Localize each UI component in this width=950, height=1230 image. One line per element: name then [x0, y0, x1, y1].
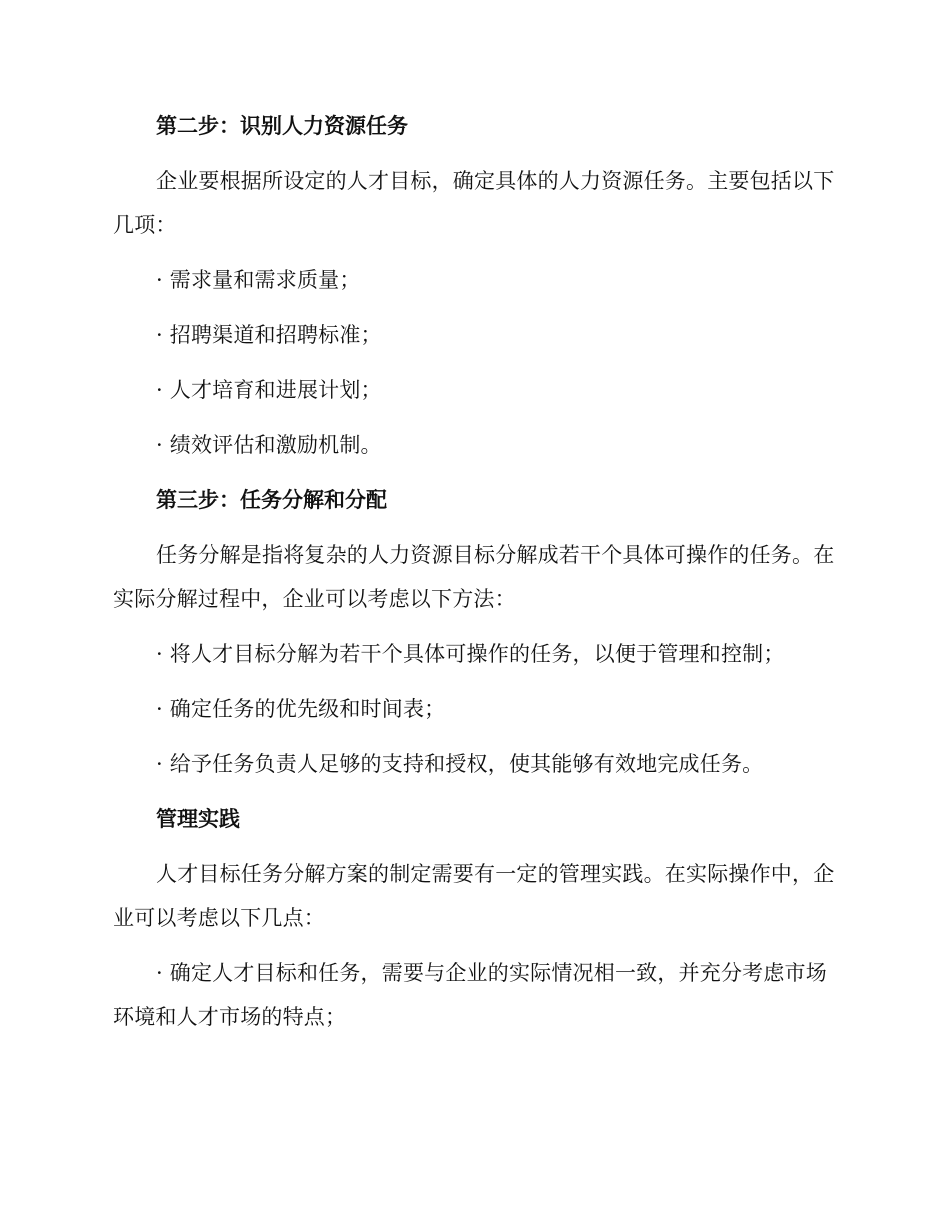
bullet-item: · 招聘渠道和招聘标准； — [156, 323, 382, 347]
bullet-item: · 确定任务的优先级和时间表； — [156, 697, 446, 721]
bullet-item: · 需求量和需求质量； — [156, 268, 361, 292]
section-heading-management-practice: 管理实践 — [156, 807, 240, 831]
bullet-item: · 人才培育和进展计划； — [156, 378, 382, 402]
section-heading-step-two: 第二步：识别人力资源任务 — [156, 114, 408, 138]
section-heading-step-three: 第三步：任务分解和分配 — [156, 488, 387, 512]
bullet-item: · 确定人才目标和任务，需要与企业的实际情况相一致，并充分考虑市场环境和人才市场的特点； — [113, 961, 827, 1029]
paragraph-step-two-intro: 企业要根据所设定的人才目标，确定具体的人力资源任务。主要包括以下几项： — [113, 169, 835, 237]
document-body — [113, 104, 835, 1050]
paragraph-management-intro: 人才目标任务分解方案的制定需要有一定的管理实践。在实际操作中，企业可以考虑以下几点： — [113, 862, 835, 930]
bullet-item: · 绩效评估和激励机制。 — [156, 433, 382, 457]
bullet-item: · 将人才目标分解为若干个具体可操作的任务，以便于管理和控制； — [156, 642, 785, 666]
paragraph-step-three-intro: 任务分解是指将复杂的人力资源目标分解成若干个具体可操作的任务。在实际分解过程中，企业可以考虑以下方法： — [113, 543, 835, 611]
bullet-item: · 给予任务负责人足够的支持和授权，使其能够有效地完成任务。 — [156, 752, 764, 776]
